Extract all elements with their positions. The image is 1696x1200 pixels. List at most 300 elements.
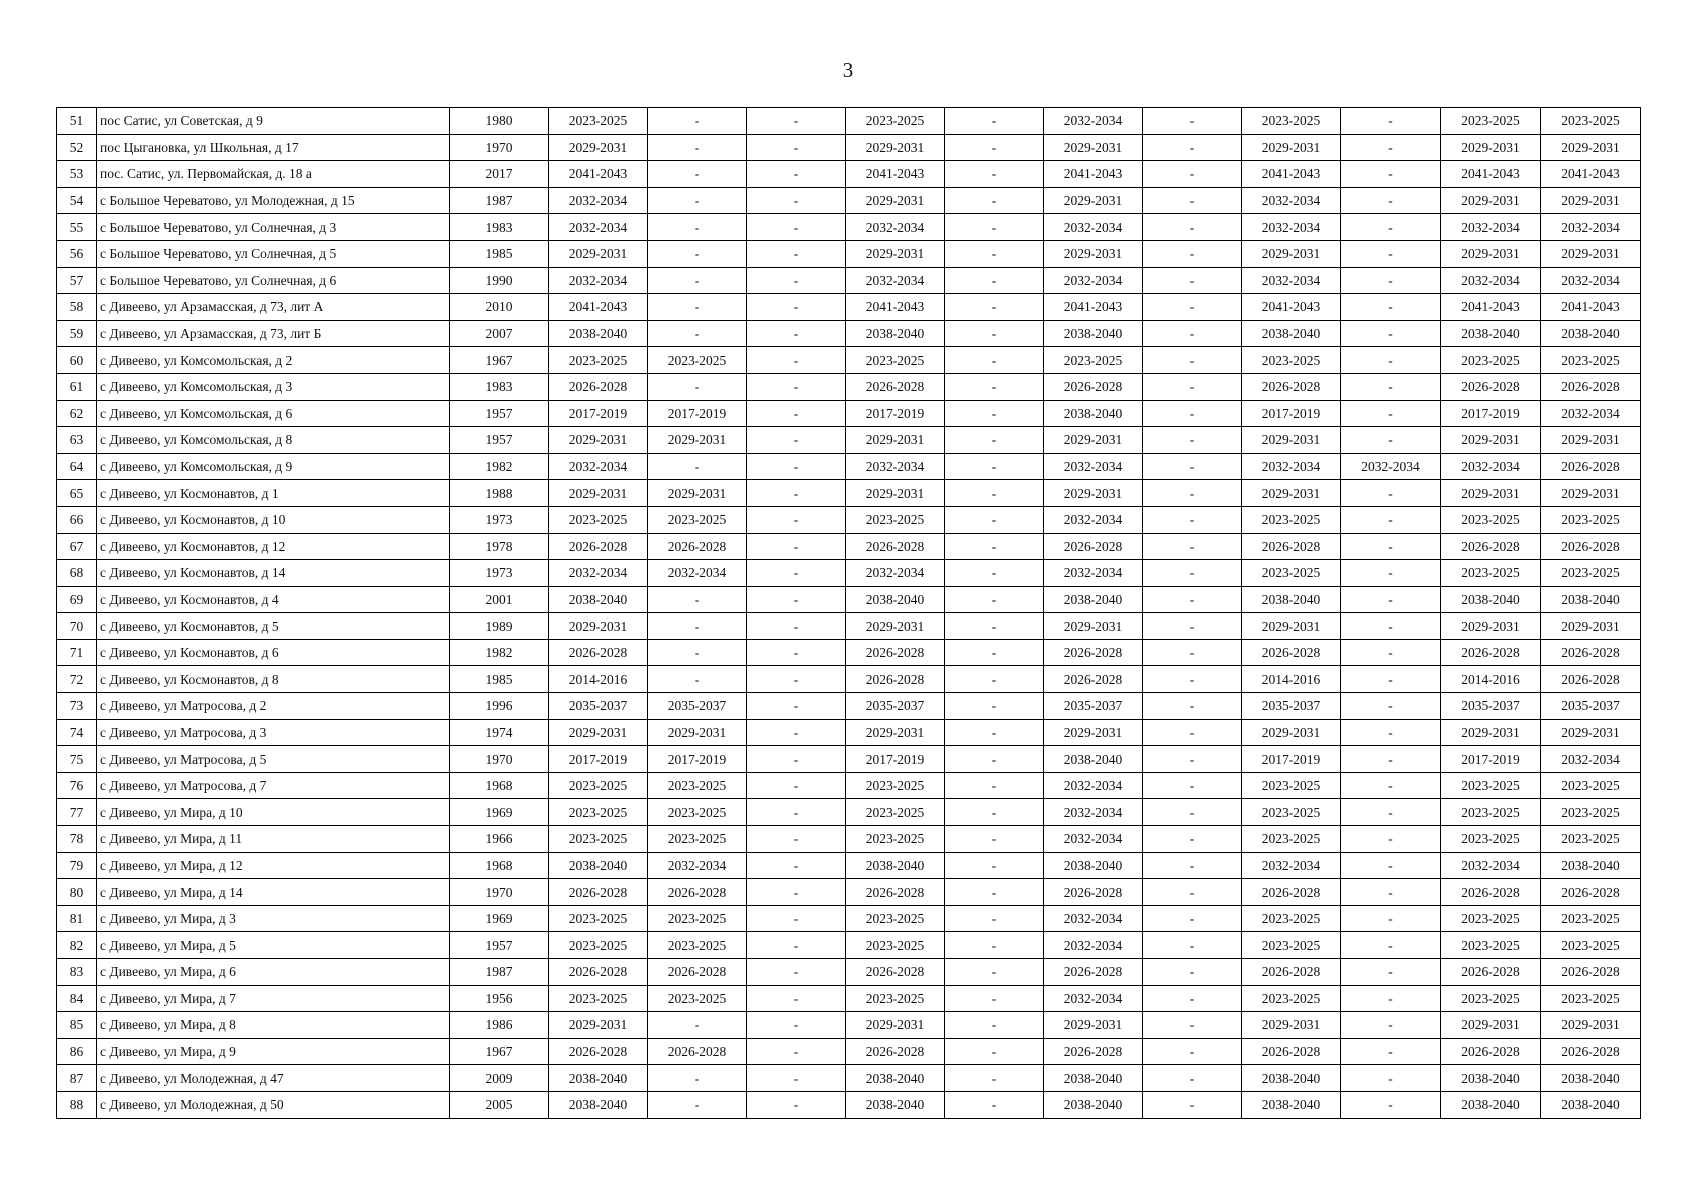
address-cell: с Дивеево, ул Космонавтов, д 10: [97, 506, 450, 533]
period-cell: 2029-2031: [1541, 240, 1641, 267]
period-cell: -: [1341, 985, 1441, 1012]
period-cell: -: [1341, 1091, 1441, 1118]
period-cell: 2023-2025: [846, 826, 945, 853]
address-cell: с Дивеево, ул Мира, д 14: [97, 879, 450, 906]
row-number-cell: 55: [57, 214, 97, 241]
period-cell: -: [1143, 746, 1242, 773]
period-cell: -: [1143, 826, 1242, 853]
period-cell: -: [747, 347, 846, 374]
period-cell: -: [945, 1065, 1044, 1092]
period-cell: 2017-2019: [1242, 400, 1341, 427]
period-cell: 2029-2031: [846, 134, 945, 161]
period-cell: 2032-2034: [549, 187, 648, 214]
period-cell: -: [945, 879, 1044, 906]
period-cell: -: [1341, 267, 1441, 294]
period-cell: 2017-2019: [846, 400, 945, 427]
period-cell: 2026-2028: [1441, 1038, 1541, 1065]
period-cell: 2029-2031: [846, 240, 945, 267]
period-cell: 2038-2040: [549, 852, 648, 879]
period-cell: 2023-2025: [549, 932, 648, 959]
period-cell: 2026-2028: [549, 639, 648, 666]
row-number-cell: 87: [57, 1065, 97, 1092]
period-cell: 2029-2031: [648, 480, 747, 507]
period-cell: -: [747, 1091, 846, 1118]
row-number-cell: 59: [57, 320, 97, 347]
period-cell: -: [1341, 799, 1441, 826]
table-row: [57, 1038, 1641, 1065]
period-cell: -: [945, 852, 1044, 879]
period-cell: -: [1143, 852, 1242, 879]
table-row: [57, 267, 1641, 294]
period-cell: 2029-2031: [1541, 480, 1641, 507]
period-cell: -: [1341, 1065, 1441, 1092]
period-cell: 2026-2028: [1541, 453, 1641, 480]
row-number-cell: 75: [57, 746, 97, 773]
period-cell: 2029-2031: [1242, 240, 1341, 267]
period-cell: 2041-2043: [1541, 294, 1641, 321]
period-cell: 2029-2031: [1441, 1012, 1541, 1039]
period-cell: -: [945, 134, 1044, 161]
period-cell: 2038-2040: [1242, 320, 1341, 347]
period-cell: 2032-2034: [1044, 560, 1143, 587]
table-row: [57, 985, 1641, 1012]
period-cell: 2023-2025: [1541, 905, 1641, 932]
address-cell: с Дивеево, ул Комсомольская, д 6: [97, 400, 450, 427]
table-row: [57, 453, 1641, 480]
row-number-cell: 86: [57, 1038, 97, 1065]
period-cell: -: [747, 666, 846, 693]
period-cell: 2023-2025: [1242, 772, 1341, 799]
table-row: [57, 1012, 1641, 1039]
address-cell: с Дивеево, ул Космонавтов, д 8: [97, 666, 450, 693]
address-cell: с Дивеево, ул Молодежная, д 50: [97, 1091, 450, 1118]
period-cell: -: [1341, 187, 1441, 214]
period-cell: -: [747, 187, 846, 214]
address-cell: пос. Сатис, ул. Первомайская, д. 18 а: [97, 161, 450, 188]
period-cell: 2026-2028: [1242, 533, 1341, 560]
period-cell: -: [1143, 719, 1242, 746]
address-cell: с Дивеево, ул Космонавтов, д 1: [97, 480, 450, 507]
table-row: [57, 852, 1641, 879]
address-cell: с Дивеево, ул Мира, д 9: [97, 1038, 450, 1065]
row-number-cell: 80: [57, 879, 97, 906]
period-cell: -: [945, 214, 1044, 241]
period-cell: 2038-2040: [1044, 400, 1143, 427]
period-cell: -: [1143, 373, 1242, 400]
period-cell: 2038-2040: [1044, 1091, 1143, 1118]
period-cell: -: [1341, 533, 1441, 560]
period-cell: -: [1143, 533, 1242, 560]
period-cell: 2038-2040: [846, 586, 945, 613]
period-cell: -: [945, 666, 1044, 693]
period-cell: 2026-2028: [1441, 533, 1541, 560]
period-cell: 2023-2025: [648, 347, 747, 374]
row-number-cell: 57: [57, 267, 97, 294]
period-cell: 2035-2037: [1044, 693, 1143, 720]
period-cell: 2032-2034: [648, 852, 747, 879]
period-cell: 2029-2031: [1441, 134, 1541, 161]
row-number-cell: 64: [57, 453, 97, 480]
row-number-cell: 58: [57, 294, 97, 321]
year-cell: 1957: [450, 400, 549, 427]
table-row: [57, 613, 1641, 640]
period-cell: 2029-2031: [1242, 613, 1341, 640]
period-cell: 2032-2034: [1441, 852, 1541, 879]
year-cell: 1983: [450, 214, 549, 241]
period-cell: -: [747, 985, 846, 1012]
period-cell: -: [747, 586, 846, 613]
period-cell: 2029-2031: [1541, 719, 1641, 746]
page-number: 3: [842, 58, 854, 82]
period-cell: 2026-2028: [846, 639, 945, 666]
period-cell: 2026-2028: [1242, 879, 1341, 906]
period-cell: -: [747, 852, 846, 879]
period-cell: -: [747, 1012, 846, 1039]
period-cell: -: [648, 666, 747, 693]
period-cell: 2023-2025: [1441, 826, 1541, 853]
period-cell: 2038-2040: [1441, 1091, 1541, 1118]
year-cell: 1970: [450, 134, 549, 161]
row-number-cell: 63: [57, 427, 97, 454]
year-cell: 1970: [450, 879, 549, 906]
period-cell: 2026-2028: [1044, 879, 1143, 906]
year-cell: 1967: [450, 1038, 549, 1065]
period-cell: 2029-2031: [1044, 480, 1143, 507]
address-cell: с Дивеево, ул Комсомольская, д 9: [97, 453, 450, 480]
period-cell: 2032-2034: [1044, 267, 1143, 294]
period-cell: 2023-2025: [1541, 932, 1641, 959]
period-cell: 2026-2028: [648, 879, 747, 906]
address-cell: с Дивеево, ул Мира, д 11: [97, 826, 450, 853]
year-cell: 1982: [450, 453, 549, 480]
period-cell: 2041-2043: [549, 161, 648, 188]
period-cell: -: [1341, 719, 1441, 746]
period-cell: 2017-2019: [1242, 746, 1341, 773]
period-cell: 2029-2031: [549, 134, 648, 161]
period-cell: 2026-2028: [549, 373, 648, 400]
period-cell: -: [1341, 373, 1441, 400]
year-cell: 1996: [450, 693, 549, 720]
period-cell: -: [945, 240, 1044, 267]
year-cell: 1973: [450, 560, 549, 587]
table-row: [57, 586, 1641, 613]
period-cell: 2032-2034: [648, 560, 747, 587]
period-cell: 2026-2028: [1541, 959, 1641, 986]
period-cell: -: [648, 1091, 747, 1118]
table-body: [57, 108, 1641, 1119]
period-cell: 2023-2025: [1242, 985, 1341, 1012]
period-cell: -: [1143, 240, 1242, 267]
period-cell: 2041-2043: [1242, 294, 1341, 321]
period-cell: 2029-2031: [648, 719, 747, 746]
period-cell: 2029-2031: [549, 240, 648, 267]
period-cell: 2032-2034: [846, 267, 945, 294]
period-cell: 2023-2025: [846, 772, 945, 799]
period-cell: 2023-2025: [1541, 108, 1641, 135]
address-cell: с Дивеево, ул Космонавтов, д 12: [97, 533, 450, 560]
address-cell: с Большое Череватово, ул Солнечная, д 5: [97, 240, 450, 267]
table-row: [57, 400, 1641, 427]
year-cell: 1957: [450, 932, 549, 959]
address-cell: с Дивеево, ул Комсомольская, д 8: [97, 427, 450, 454]
period-cell: -: [945, 826, 1044, 853]
period-cell: -: [1341, 347, 1441, 374]
period-cell: 2023-2025: [1441, 108, 1541, 135]
table-row: [57, 719, 1641, 746]
period-cell: -: [747, 453, 846, 480]
period-cell: 2032-2034: [549, 453, 648, 480]
row-number-cell: 66: [57, 506, 97, 533]
period-cell: 2023-2025: [1441, 932, 1541, 959]
table-row: [57, 1091, 1641, 1118]
period-cell: 2029-2031: [549, 480, 648, 507]
period-cell: -: [1143, 267, 1242, 294]
table-row: [57, 1065, 1641, 1092]
period-cell: 2026-2028: [1441, 373, 1541, 400]
period-cell: 2023-2025: [648, 985, 747, 1012]
address-cell: с Дивеево, ул Молодежная, д 47: [97, 1065, 450, 1092]
row-number-cell: 81: [57, 905, 97, 932]
period-cell: 2032-2034: [1441, 267, 1541, 294]
period-cell: 2023-2025: [648, 772, 747, 799]
table-row: [57, 347, 1641, 374]
period-cell: -: [747, 427, 846, 454]
period-cell: -: [747, 1038, 846, 1065]
period-cell: -: [1341, 400, 1441, 427]
period-cell: -: [747, 267, 846, 294]
address-cell: с Дивеево, ул Космонавтов, д 6: [97, 639, 450, 666]
row-number-cell: 83: [57, 959, 97, 986]
period-cell: 2026-2028: [846, 533, 945, 560]
row-number-cell: 78: [57, 826, 97, 853]
period-cell: 2029-2031: [846, 719, 945, 746]
period-cell: -: [1341, 320, 1441, 347]
row-number-cell: 82: [57, 932, 97, 959]
period-cell: -: [1341, 427, 1441, 454]
year-cell: 1987: [450, 959, 549, 986]
period-cell: 2026-2028: [1044, 1038, 1143, 1065]
period-cell: 2023-2025: [1242, 108, 1341, 135]
period-cell: 2023-2025: [1242, 905, 1341, 932]
row-number-cell: 52: [57, 134, 97, 161]
period-cell: 2038-2040: [1441, 1065, 1541, 1092]
year-cell: 1957: [450, 427, 549, 454]
year-cell: 1987: [450, 187, 549, 214]
period-cell: 2026-2028: [1242, 1038, 1341, 1065]
period-cell: -: [1143, 905, 1242, 932]
period-cell: 2029-2031: [1242, 134, 1341, 161]
period-cell: 2017-2019: [549, 400, 648, 427]
period-cell: 2017-2019: [846, 746, 945, 773]
period-cell: -: [945, 746, 1044, 773]
period-cell: 2032-2034: [1044, 905, 1143, 932]
period-cell: 2023-2025: [1441, 347, 1541, 374]
period-cell: 2038-2040: [846, 852, 945, 879]
period-cell: 2023-2025: [648, 506, 747, 533]
table-row: [57, 905, 1641, 932]
period-cell: -: [945, 161, 1044, 188]
period-cell: 2023-2025: [1541, 772, 1641, 799]
period-cell: 2023-2025: [549, 772, 648, 799]
period-cell: -: [747, 799, 846, 826]
year-cell: 2010: [450, 294, 549, 321]
period-cell: -: [747, 560, 846, 587]
row-number-cell: 62: [57, 400, 97, 427]
period-cell: 2029-2031: [549, 427, 648, 454]
period-cell: 2029-2031: [1044, 240, 1143, 267]
period-cell: -: [1341, 586, 1441, 613]
period-cell: -: [945, 639, 1044, 666]
period-cell: -: [747, 108, 846, 135]
period-cell: 2023-2025: [846, 347, 945, 374]
year-cell: 1982: [450, 639, 549, 666]
address-cell: с Дивеево, ул Матросова, д 3: [97, 719, 450, 746]
address-cell: с Дивеево, ул Матросова, д 5: [97, 746, 450, 773]
period-cell: 2023-2025: [1044, 347, 1143, 374]
period-cell: -: [1341, 693, 1441, 720]
period-cell: 2026-2028: [1242, 373, 1341, 400]
period-cell: -: [1341, 639, 1441, 666]
period-cell: -: [945, 373, 1044, 400]
period-cell: 2014-2016: [1242, 666, 1341, 693]
period-cell: 2029-2031: [1541, 427, 1641, 454]
period-cell: 2029-2031: [1441, 719, 1541, 746]
period-cell: -: [1143, 294, 1242, 321]
year-cell: 1980: [450, 108, 549, 135]
period-cell: -: [1143, 879, 1242, 906]
period-cell: -: [1341, 294, 1441, 321]
period-cell: -: [945, 932, 1044, 959]
period-cell: -: [1143, 1091, 1242, 1118]
period-cell: -: [1341, 746, 1441, 773]
period-cell: -: [648, 373, 747, 400]
period-cell: 2041-2043: [1441, 294, 1541, 321]
address-cell: с Большое Череватово, ул Молодежная, д 15: [97, 187, 450, 214]
period-cell: 2029-2031: [549, 719, 648, 746]
period-cell: 2038-2040: [1541, 1065, 1641, 1092]
period-cell: 2023-2025: [648, 799, 747, 826]
year-cell: 2017: [450, 161, 549, 188]
period-cell: 2023-2025: [846, 932, 945, 959]
period-cell: 2029-2031: [1242, 719, 1341, 746]
period-cell: 2014-2016: [549, 666, 648, 693]
period-cell: -: [747, 161, 846, 188]
year-cell: 1969: [450, 905, 549, 932]
period-cell: 2029-2031: [1044, 1012, 1143, 1039]
address-cell: с Дивеево, ул Мира, д 12: [97, 852, 450, 879]
period-cell: 2032-2034: [549, 560, 648, 587]
table-row: [57, 108, 1641, 135]
address-cell: с Дивеево, ул Арзамасская, д 73, лит А: [97, 294, 450, 321]
period-cell: 2023-2025: [846, 108, 945, 135]
period-cell: -: [648, 294, 747, 321]
period-cell: 2038-2040: [1044, 586, 1143, 613]
period-cell: -: [1341, 240, 1441, 267]
period-cell: -: [747, 905, 846, 932]
period-cell: -: [747, 240, 846, 267]
period-cell: -: [648, 320, 747, 347]
period-cell: 2023-2025: [549, 905, 648, 932]
period-cell: 2029-2031: [648, 427, 747, 454]
period-cell: -: [1143, 666, 1242, 693]
period-cell: 2023-2025: [1242, 932, 1341, 959]
period-cell: 2035-2037: [1242, 693, 1341, 720]
period-cell: 2026-2028: [846, 879, 945, 906]
period-cell: 2038-2040: [549, 586, 648, 613]
period-cell: 2026-2028: [1441, 879, 1541, 906]
period-cell: 2017-2019: [648, 400, 747, 427]
address-cell: с Большое Череватово, ул Солнечная, д 6: [97, 267, 450, 294]
period-cell: 2032-2034: [1242, 187, 1341, 214]
table-row: [57, 506, 1641, 533]
period-cell: 2038-2040: [1541, 586, 1641, 613]
period-cell: 2023-2025: [1242, 826, 1341, 853]
period-cell: 2032-2034: [1441, 453, 1541, 480]
period-cell: 2023-2025: [1441, 772, 1541, 799]
period-cell: -: [1143, 187, 1242, 214]
period-cell: 2023-2025: [549, 108, 648, 135]
period-cell: 2023-2025: [846, 905, 945, 932]
period-cell: 2026-2028: [1441, 959, 1541, 986]
period-cell: 2038-2040: [549, 1091, 648, 1118]
table-row: [57, 826, 1641, 853]
period-cell: -: [945, 586, 1044, 613]
period-cell: 2026-2028: [846, 1038, 945, 1065]
address-cell: с Дивеево, ул Мира, д 10: [97, 799, 450, 826]
period-cell: 2023-2025: [549, 506, 648, 533]
year-cell: 1989: [450, 613, 549, 640]
period-cell: 2023-2025: [1541, 985, 1641, 1012]
table-row: [57, 533, 1641, 560]
period-cell: 2038-2040: [1441, 586, 1541, 613]
period-cell: 2032-2034: [1541, 214, 1641, 241]
address-cell: с Дивеево, ул Матросова, д 7: [97, 772, 450, 799]
period-cell: 2038-2040: [846, 320, 945, 347]
period-cell: 2032-2034: [549, 267, 648, 294]
period-cell: 2029-2031: [1044, 613, 1143, 640]
period-cell: 2038-2040: [846, 1065, 945, 1092]
period-cell: 2023-2025: [1441, 905, 1541, 932]
period-cell: 2029-2031: [1044, 134, 1143, 161]
period-cell: -: [747, 932, 846, 959]
period-cell: 2026-2028: [1541, 666, 1641, 693]
period-cell: 2041-2043: [846, 161, 945, 188]
period-cell: 2026-2028: [1044, 666, 1143, 693]
address-cell: пос Сатис, ул Советская, д 9: [97, 108, 450, 135]
period-cell: 2023-2025: [1441, 799, 1541, 826]
period-cell: -: [1341, 108, 1441, 135]
row-number-cell: 70: [57, 613, 97, 640]
table-row: [57, 294, 1641, 321]
period-cell: -: [945, 905, 1044, 932]
period-cell: 2032-2034: [846, 214, 945, 241]
period-cell: -: [747, 400, 846, 427]
period-cell: -: [747, 772, 846, 799]
row-number-cell: 85: [57, 1012, 97, 1039]
period-cell: -: [1143, 427, 1242, 454]
period-cell: 2023-2025: [549, 799, 648, 826]
period-cell: 2038-2040: [549, 320, 648, 347]
year-cell: 2001: [450, 586, 549, 613]
year-cell: 1966: [450, 826, 549, 853]
period-cell: -: [945, 506, 1044, 533]
period-cell: 2029-2031: [1441, 240, 1541, 267]
row-number-cell: 76: [57, 772, 97, 799]
period-cell: -: [1341, 613, 1441, 640]
period-cell: -: [1341, 1038, 1441, 1065]
period-cell: -: [1143, 772, 1242, 799]
period-cell: -: [747, 533, 846, 560]
